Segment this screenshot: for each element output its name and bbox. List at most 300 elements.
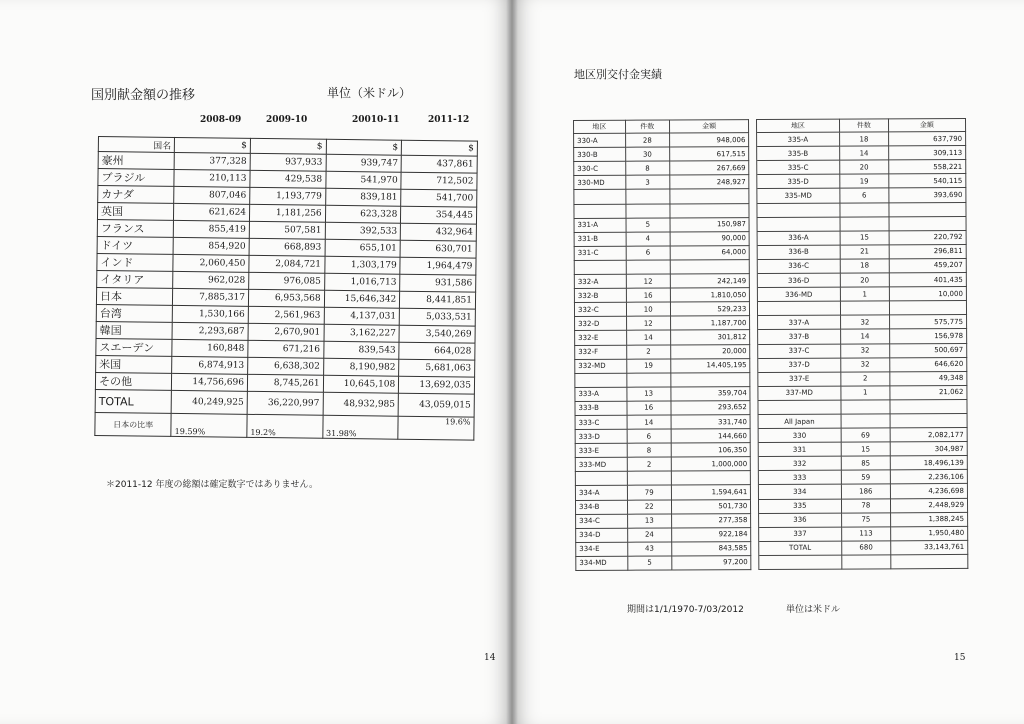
donation-value: 14,756,696: [172, 373, 248, 391]
district-code: TOTAL: [758, 541, 842, 556]
district-code: 337-C: [757, 344, 841, 359]
total-value: 40,249,925: [171, 390, 247, 414]
district-code: 330: [758, 428, 842, 443]
count-value: 680: [842, 541, 891, 555]
currency-header: $: [250, 138, 326, 154]
district-code: 332-D: [575, 317, 627, 331]
amount-value: 1,810,050: [670, 288, 749, 303]
amount-value: 459,207: [889, 258, 966, 272]
amount-value: 33,143,761: [890, 540, 967, 554]
count-value: 18: [840, 259, 889, 273]
amount-value: 393,690: [888, 188, 965, 202]
district-code: 335-D: [756, 174, 840, 189]
donation-value: 937,933: [250, 153, 326, 171]
count-value: [841, 400, 890, 414]
count-value: 2: [626, 344, 670, 358]
year-header: 2011-12: [428, 115, 470, 125]
donation-value: 13,692,035: [399, 376, 475, 394]
district-code: 330-B: [574, 147, 626, 161]
amount-value: 401,435: [889, 272, 966, 286]
amount-value: 106,350: [671, 443, 750, 458]
column-separator: [749, 133, 756, 147]
count-value: 85: [841, 456, 890, 470]
district-code: [758, 400, 842, 415]
count-value: 13: [627, 514, 671, 528]
count-value: [840, 202, 889, 216]
amount-value: 1,388,245: [890, 512, 967, 526]
ratio-value: 19.59%: [171, 413, 247, 437]
amount-value: 540,115: [888, 174, 965, 188]
donation-value: 2,084,721: [249, 255, 325, 273]
district-code: 335-C: [756, 160, 840, 175]
country-name: インド: [97, 253, 174, 271]
count-value: [841, 414, 890, 428]
column-separator: [751, 443, 758, 457]
donation-value: 8,745,261: [247, 374, 323, 392]
donation-value: 210,113: [174, 169, 250, 187]
count-value: 79: [627, 485, 671, 499]
column-header-district: 地区: [756, 119, 840, 133]
donation-value: 2,293,687: [172, 322, 248, 340]
column-separator: [750, 386, 757, 400]
amount-value: 1,594,641: [671, 485, 750, 500]
count-value: 28: [625, 133, 669, 147]
country-name: イタリア: [97, 270, 174, 288]
donation-value: 712,502: [401, 172, 477, 190]
donation-value: 160,848: [172, 339, 248, 357]
count-value: 12: [626, 274, 670, 288]
amount-value: [670, 203, 749, 218]
district-code: 332-E: [575, 331, 627, 345]
district-code: 334-A: [575, 486, 627, 500]
district-code: 332-F: [575, 345, 627, 359]
column-separator: [749, 161, 756, 175]
district-code: 334-C: [576, 514, 628, 528]
column-header-district: 地区: [574, 120, 626, 133]
count-value: 32: [841, 343, 890, 357]
column-separator: [751, 541, 758, 555]
amount-value: 501,730: [671, 499, 750, 514]
count-value: 75: [842, 512, 891, 526]
column-separator: [750, 259, 757, 273]
district-code: 334: [758, 485, 842, 500]
donation-value: 1,964,479: [400, 257, 476, 275]
count-value: 15: [841, 442, 890, 456]
amount-value: [889, 216, 966, 230]
amount-value: 948,006: [669, 133, 748, 148]
district-code: 332-A: [574, 274, 626, 288]
count-value: 6: [626, 246, 670, 260]
column-separator: [749, 189, 756, 203]
district-table-wrap: [573, 118, 968, 571]
count-value: [840, 217, 889, 231]
country-name: ドイツ: [97, 236, 174, 254]
donation-value: 507,581: [249, 221, 325, 239]
column-header-count: 件数: [840, 119, 889, 132]
donation-value: 630,701: [400, 240, 476, 258]
column-separator: [749, 203, 756, 217]
count-value: [626, 373, 670, 387]
donation-value: 664,028: [399, 342, 475, 360]
donation-value: 623,328: [325, 205, 401, 223]
district-code: 334-MD: [576, 556, 628, 570]
district-code: 336-B: [757, 245, 841, 260]
count-value: 43: [627, 542, 671, 556]
district-code: 334-E: [576, 542, 628, 556]
district-code: 336: [758, 513, 842, 528]
amount-value: [890, 554, 967, 568]
column-separator: [750, 302, 757, 316]
unit-note: 単位は米ドル: [786, 605, 841, 615]
amount-value: 242,149: [670, 274, 749, 289]
donation-value: 3,162,227: [324, 324, 400, 342]
donation-value: 2,670,901: [248, 323, 324, 341]
country-name: カナダ: [98, 186, 175, 204]
district-code: [575, 373, 627, 387]
donation-value: 839,181: [325, 188, 401, 206]
count-value: 30: [625, 147, 669, 161]
count-value: 2: [841, 372, 890, 386]
donation-value: 7,885,317: [173, 288, 249, 306]
donation-value: 655,101: [325, 239, 401, 257]
count-value: 186: [842, 484, 891, 498]
count-value: 8: [627, 443, 671, 457]
column-separator: [750, 288, 757, 302]
donation-value: 668,893: [249, 238, 325, 256]
count-value: 1: [841, 386, 890, 400]
currency-header: $: [326, 139, 402, 155]
ratio-label: 日本の比率: [95, 412, 172, 436]
amount-value: 64,000: [670, 245, 749, 260]
count-value: 6: [627, 429, 671, 443]
ratio-value: 19.2%: [247, 414, 323, 438]
donation-value: 392,533: [325, 222, 401, 240]
district-code: 333-A: [575, 387, 627, 401]
country-name: 英国: [97, 203, 174, 221]
donation-value: 939,747: [326, 154, 402, 172]
column-header-count: 件数: [625, 120, 669, 133]
count-value: 12: [626, 316, 670, 330]
country-name: その他: [95, 372, 172, 390]
district-code: 334-D: [576, 528, 628, 542]
amount-value: 304,987: [890, 442, 967, 456]
amount-value: 18,496,139: [890, 456, 967, 470]
amount-value: 220,792: [889, 230, 966, 244]
country-name: 米国: [96, 355, 173, 373]
column-separator: [751, 485, 758, 499]
japan-ratio-row: [95, 412, 474, 440]
count-value: 8: [625, 161, 669, 175]
amount-value: 20,000: [671, 344, 750, 359]
column-header-country: 国名: [98, 137, 174, 153]
column-separator: [750, 330, 757, 344]
district-code: 332-B: [574, 288, 626, 302]
count-value: 18: [840, 132, 889, 146]
column-separator: [749, 147, 756, 161]
ratio-value: 31.98%: [322, 415, 398, 439]
amount-value: 2,448,929: [890, 498, 967, 512]
column-separator: [751, 513, 758, 527]
column-separator: [749, 217, 756, 231]
donation-value: 8,190,982: [323, 358, 399, 376]
donation-value: 3,540,269: [399, 325, 475, 343]
amount-value: 2,082,177: [890, 428, 967, 442]
amount-value: 500,697: [889, 343, 966, 357]
count-value: 78: [842, 498, 891, 512]
count-value: 32: [841, 357, 890, 371]
donation-value: 5,681,063: [399, 359, 475, 377]
count-value: 21: [840, 245, 889, 259]
district-code: 330-MD: [574, 176, 626, 190]
right-page: [512, 0, 1024, 724]
amount-value: 277,358: [671, 513, 750, 528]
total-value: 36,220,997: [247, 391, 323, 415]
amount-value: 331,740: [671, 415, 750, 430]
country-name: 韓国: [96, 321, 173, 339]
count-value: 20: [840, 160, 889, 174]
amount-value: [670, 260, 749, 275]
page-number: 14: [484, 653, 496, 663]
column-separator: [751, 457, 758, 471]
count-value: 59: [841, 470, 890, 484]
count-value: 14: [627, 415, 671, 429]
donation-value: 976,085: [249, 272, 325, 290]
count-value: 6: [840, 188, 889, 202]
count-value: 13: [626, 387, 670, 401]
district-code: 331-A: [574, 218, 626, 232]
count-value: 3: [625, 175, 669, 189]
district-code: 335: [758, 499, 842, 514]
district-code: 333: [758, 470, 842, 485]
district-code: All Japan: [758, 414, 842, 429]
donation-value: 962,028: [173, 271, 249, 289]
count-value: 2: [627, 457, 671, 471]
year-header: 2008-09: [200, 115, 242, 125]
column-separator: [750, 400, 757, 414]
amount-value: [671, 372, 750, 387]
amount-value: 529,233: [670, 302, 749, 317]
donation-value: 15,646,342: [324, 290, 400, 308]
amount-value: 49,348: [889, 371, 966, 385]
country-name: 豪州: [98, 152, 175, 170]
count-value: [625, 189, 669, 203]
count-value: [841, 301, 890, 315]
district-code: 335-B: [756, 146, 840, 161]
amount-value: 843,585: [672, 541, 751, 556]
count-value: [842, 555, 891, 569]
donation-value: 5,033,531: [399, 308, 475, 326]
column-separator: [750, 415, 757, 429]
district-code: 333-MD: [575, 457, 627, 471]
district-code: 334-B: [575, 500, 627, 514]
currency-header: $: [175, 137, 251, 153]
district-code: 335-MD: [756, 189, 840, 204]
amount-value: 144,660: [671, 429, 750, 444]
district-code: 336-D: [757, 273, 841, 288]
amount-value: 293,652: [671, 400, 750, 415]
amount-value: [670, 189, 749, 204]
district-code: 337-B: [757, 330, 841, 345]
donation-table: [94, 136, 478, 441]
district-code: 336-C: [757, 259, 841, 274]
amount-value: 1,950,480: [890, 526, 967, 540]
count-value: [627, 471, 671, 485]
amount-value: 4,236,698: [890, 484, 967, 498]
amount-value: 646,620: [889, 357, 966, 371]
column-separator: [751, 555, 758, 569]
count-value: 10: [626, 302, 670, 316]
donation-value: 432,964: [401, 223, 477, 241]
district-code: 331-B: [574, 232, 626, 246]
district-code: [757, 203, 841, 218]
amount-value: 14,405,195: [671, 358, 750, 373]
district-code: 332-MD: [575, 359, 627, 373]
district-code: 336-A: [757, 231, 841, 246]
column-header-amount: 金額: [888, 118, 965, 131]
district-code: 330-A: [574, 133, 626, 147]
amount-value: 2,236,106: [890, 470, 967, 484]
count-value: [626, 260, 670, 274]
column-separator: [749, 120, 756, 133]
column-separator: [750, 372, 757, 386]
period-note: 期間は1/1/1970-7/03/2012: [627, 605, 744, 615]
donation-value: 10,645,108: [323, 375, 399, 393]
district-code: 337-E: [757, 372, 841, 387]
district-code: 335-A: [756, 132, 840, 147]
donation-value: 1,193,779: [250, 187, 326, 205]
donation-value: 854,920: [173, 237, 249, 255]
count-value: [626, 204, 670, 218]
count-value: 69: [841, 428, 890, 442]
column-separator: [749, 175, 756, 189]
donation-value: 6,638,302: [248, 357, 324, 375]
donation-value: 437,861: [401, 155, 477, 173]
district-code: [757, 217, 841, 232]
amount-value: 10,000: [889, 287, 966, 301]
amount-value: 150,987: [670, 217, 749, 232]
district-table: [573, 118, 968, 571]
district-code: [575, 472, 627, 486]
count-value: 14: [840, 146, 889, 160]
country-name: 日本: [96, 287, 173, 305]
donation-value: 839,543: [323, 341, 399, 359]
footnote: ＊2011-12 年度の総額は確定数字ではありません。: [106, 480, 319, 490]
donation-value: 377,328: [174, 152, 250, 170]
donation-value: 931,586: [400, 274, 476, 292]
year-header: 20010-11: [352, 115, 400, 125]
district-code: 336-MD: [757, 287, 841, 302]
column-separator: [750, 245, 757, 259]
total-label: TOTAL: [95, 389, 172, 413]
amount-value: [671, 471, 750, 486]
amount-value: 296,811: [889, 244, 966, 258]
amount-value: 1,000,000: [671, 457, 750, 472]
book-gutter: [506, 0, 518, 724]
count-value: 16: [627, 401, 671, 415]
district-code: 337-MD: [757, 386, 841, 401]
district-code: 332-C: [574, 302, 626, 316]
district-code: [758, 555, 842, 570]
count-value: 15: [840, 231, 889, 245]
amount-value: 156,978: [889, 329, 966, 343]
district-code: 332: [758, 456, 842, 471]
donation-value: 1,530,166: [173, 305, 249, 323]
donation-value: 855,419: [174, 220, 250, 238]
total-value: 48,932,985: [323, 392, 399, 416]
donation-value: 1,181,256: [249, 204, 325, 222]
district-code: 330-C: [574, 162, 626, 176]
country-name: 台湾: [96, 304, 173, 322]
amount-value: 309,113: [888, 146, 965, 160]
country-name: フランス: [97, 219, 174, 237]
donation-value: 8,441,851: [400, 291, 476, 309]
amount-value: 617,515: [670, 147, 749, 162]
amount-value: 97,200: [672, 555, 751, 570]
column-separator: [750, 316, 757, 330]
column-separator: [750, 274, 757, 288]
district-code: [574, 260, 626, 274]
page-number: 15: [954, 653, 966, 663]
ratio-value: 19.6%: [398, 416, 474, 440]
country-name: ブラジル: [98, 169, 175, 187]
amount-value: 21,062: [889, 385, 966, 399]
donation-value: 429,538: [250, 170, 326, 188]
donation-value: 2,060,450: [173, 254, 249, 272]
donation-value: 541,970: [326, 171, 402, 189]
count-value: 19: [840, 174, 889, 188]
donation-value: 1,016,713: [324, 273, 400, 291]
amount-value: [890, 399, 967, 413]
district-code: 337-D: [757, 358, 841, 373]
district-code: [574, 204, 626, 218]
column-separator: [751, 527, 758, 541]
district-code: 337-A: [757, 315, 841, 330]
column-separator: [751, 471, 758, 485]
currency-header: $: [402, 140, 478, 156]
column-separator: [749, 231, 756, 245]
amount-value: 90,000: [670, 231, 749, 246]
column-separator: [750, 358, 757, 372]
page-title: 地区別交付金実績: [574, 68, 662, 81]
district-code: 333-B: [575, 401, 627, 415]
total-value: 43,059,015: [398, 393, 474, 417]
count-value: 14: [841, 329, 890, 343]
donation-value: 807,046: [174, 186, 250, 204]
amount-value: 922,184: [672, 527, 751, 542]
amount-value: 301,812: [671, 330, 750, 345]
amount-value: 267,669: [670, 161, 749, 176]
donation-value: 4,137,031: [324, 307, 400, 325]
column-separator: [750, 429, 757, 443]
donation-value: 1,303,179: [324, 256, 400, 274]
column-separator: [750, 344, 757, 358]
donation-value: 671,216: [248, 340, 324, 358]
amount-value: [889, 301, 966, 315]
district-code: 333-E: [575, 443, 627, 457]
column-header-amount: 金額: [669, 120, 748, 134]
count-value: 14: [626, 330, 670, 344]
amount-value: 248,927: [670, 175, 749, 190]
count-value: 5: [627, 556, 671, 570]
count-value: 5: [626, 218, 670, 232]
donation-value: 541,700: [401, 189, 477, 207]
district-code: [574, 190, 626, 204]
column-separator: [751, 499, 758, 513]
count-value: 16: [626, 288, 670, 302]
year-header: 2009-10: [266, 115, 308, 125]
district-code: 333-D: [575, 429, 627, 443]
amount-value: 637,790: [888, 132, 965, 146]
